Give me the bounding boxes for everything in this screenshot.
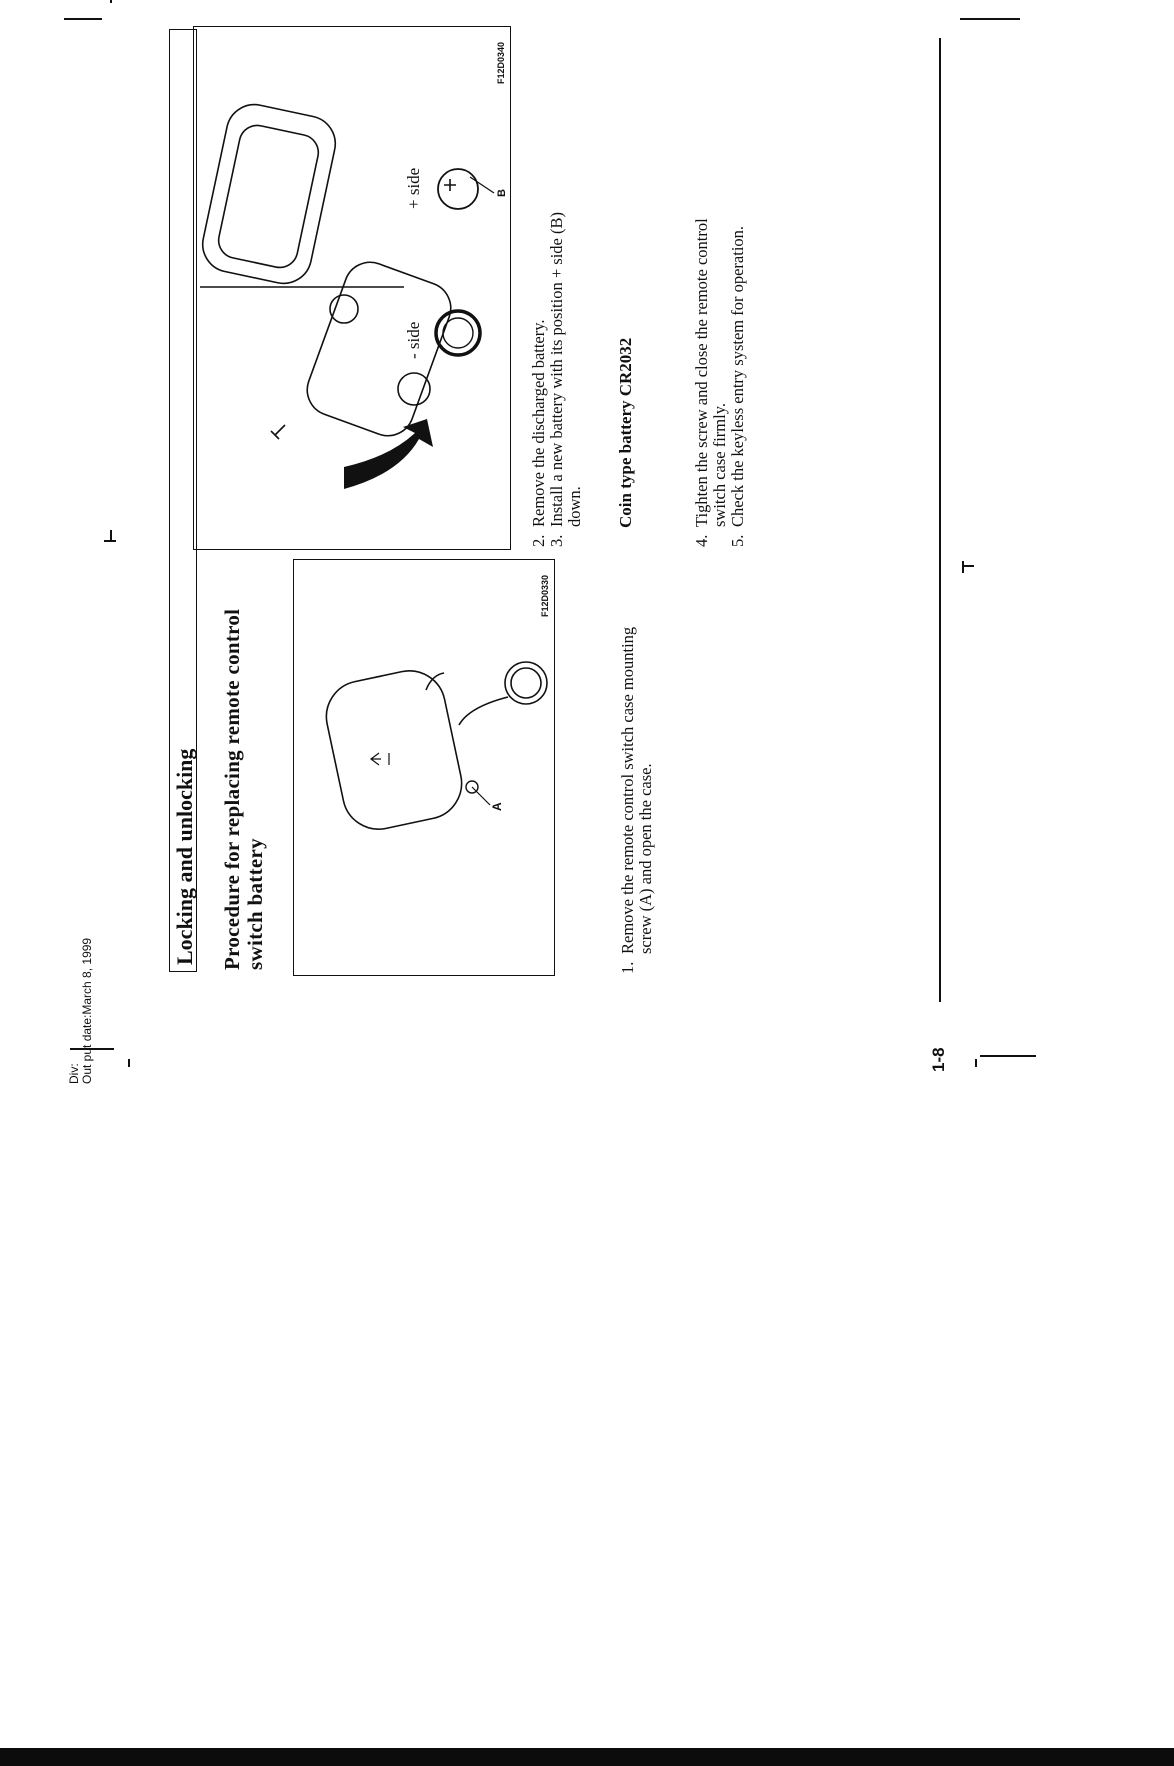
step-5-number: 5.: [728, 534, 747, 547]
page-number: 1-8: [929, 1047, 948, 1072]
section-title: Locking and unlocking: [172, 748, 197, 965]
remote-closed-illustration: [294, 558, 556, 975]
step-3-line2: down.: [565, 486, 584, 527]
procedure-title-line1: Procedure for replacing remote control: [220, 608, 244, 970]
crop-mark: [128, 1059, 130, 1067]
step-3-line1: Install a new battery with its position + side (B): [547, 212, 566, 527]
minus-side-label: - side: [404, 321, 423, 359]
crop-mark: [962, 561, 964, 573]
step-4-number: 4.: [692, 534, 711, 547]
crop-mark: [960, 19, 1020, 21]
step-2-line1: Remove the discharged battery.: [529, 319, 548, 527]
procedure-title-line2: switch battery: [243, 838, 267, 970]
crop-mark: [980, 1056, 1036, 1058]
step-1-number: 1.: [618, 961, 637, 974]
figure2-label-b: B: [496, 189, 508, 197]
step-4-line1: Tighten the screw and close the remote control: [692, 218, 711, 527]
battery-type-note: Coin type battery CR2032: [616, 337, 635, 528]
step-1-line2: screw (A) and open the case.: [636, 763, 655, 954]
crop-mark: [110, 0, 112, 3]
crop-mark: [962, 566, 974, 568]
step-5-line1: Check the keyless entry system for operation.: [728, 225, 747, 527]
figure1-label-a: A: [490, 802, 504, 811]
header-div-label: Div:: [67, 1063, 81, 1084]
step-4-line2: switch case firmly.: [710, 402, 729, 527]
battery-replacement-illustration: [194, 25, 512, 549]
figure-battery-replacement: [193, 26, 511, 550]
header-output-date: Out put date:March 8, 1999: [80, 937, 94, 1084]
scan-edge-bar: [0, 1748, 1174, 1766]
step-3-number: 3.: [547, 534, 566, 547]
figure2-code: F12D0340: [496, 41, 506, 84]
figure-remote-closed: [293, 559, 555, 976]
plus-side-label: + side: [404, 167, 423, 209]
crop-mark: [975, 1059, 977, 1067]
crop-mark: [64, 19, 102, 21]
crop-mark: [104, 541, 116, 543]
footer-rule: [939, 38, 941, 1002]
figure1-code: F12D0330: [540, 574, 550, 617]
step-2-number: 2.: [529, 534, 548, 547]
step-1-line1: Remove the remote control switch case mounting: [618, 626, 637, 954]
